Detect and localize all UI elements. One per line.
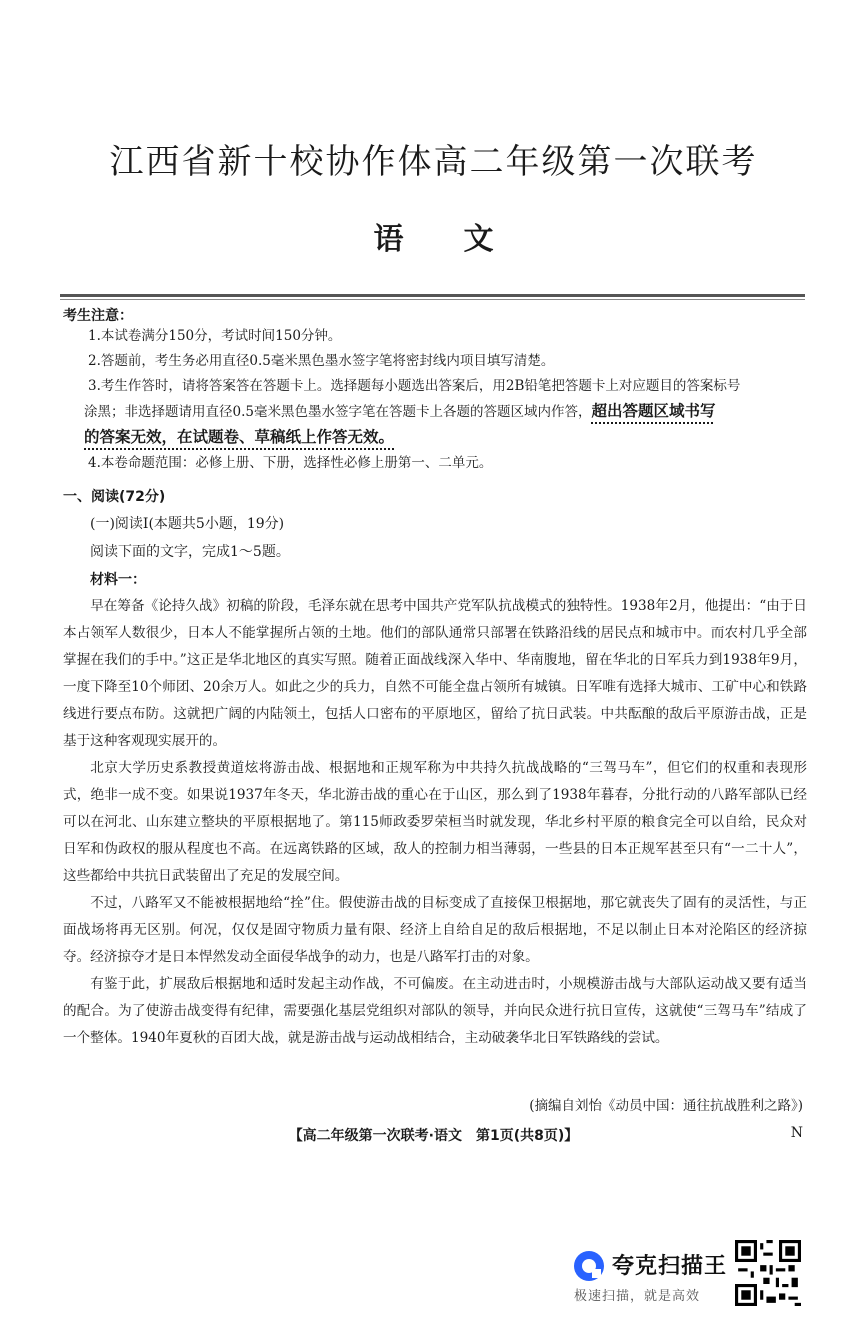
- quark-logo-icon: [572, 1249, 606, 1283]
- subject-title: 语文: [373, 222, 554, 257]
- footer-letter: N: [790, 1125, 803, 1141]
- notice-item: 4.本卷命题范围：必修上册、下册，选择性必修上册第一、二单元。: [88, 455, 493, 471]
- passage-paragraph: 北京大学历史系教授黄道炫将游击战、根据地和正规军称为中共持久抗战战略的“三驾马车”，但它们的权重和表现形式，绝非一成不变。如果说1937年冬天，华北游击战的重心在于山区，那么到了1938年暮春，分批行动的八路军部队已经可以在河北、山东建立整块的平原根据地了。第115师政委罗荣桓当时就发现，华北乡村平原的粮食完全可以自给，民众对日军和伪政权的服从程度也不高。在远离铁路的区域，敌人的控制力相当薄弱，一些县的日本正规军甚至只有“一二十人”，这些都给中共抗日武装留出了充足的发展空间。: [63, 760, 807, 884]
- passage-paragraph: 有鉴于此，扩展敌后根据地和适时发起主动作战，不可偏废。在主动进击时，小规模游击战与大部队运动战又要有适当的配合。为了使游击战变得有纪律，需要强化基层党组织对部队的领导，并向民众进行抗日宣传，这就使“三驾马车”结成了一个整体。1940年夏秋的百团大战，就是游击战与运动战相结合，主动破袭华北日军铁路线的尝试。: [63, 976, 807, 1046]
- scanner-watermark: [572, 1245, 732, 1305]
- notice-heading: 考生注意：: [63, 308, 133, 324]
- header-divider-thin: [60, 299, 805, 300]
- notice-item-continued: [84, 399, 808, 425]
- notice-item: 2.答题前，考生务必用直径0.5毫米黑色墨水签字笔将密封线内项目填写清楚。: [88, 353, 555, 369]
- page-footer: 【高二年级第一次联考·语文 第1页(共8页)】: [288, 1128, 579, 1144]
- notice-list: [84, 324, 808, 476]
- section-instruction: 阅读下面的文字，完成1～5题。: [90, 544, 290, 560]
- notice-item-text: 涂黑；非选择题请用直径0.5毫米黑色墨水签字笔在答题卡上各题的答题区域内作答，: [84, 404, 592, 420]
- section-subheading: (一)阅读Ⅰ(本题共5小题，19分): [90, 516, 285, 532]
- notice-item: 3.考生作答时，请将答案答在答题卡上。选择题每小题选出答案后，用2B铅笔把答题卡上对应题目的答案标号: [88, 378, 741, 394]
- passage-source: (摘编自刘怡《动员中国：通往抗战胜利之路》): [529, 1098, 803, 1114]
- reading-passage: [63, 593, 807, 1052]
- section-heading: 一、阅读(72分): [63, 489, 166, 505]
- header-divider-thick: [60, 294, 805, 297]
- qr-code-icon: [735, 1240, 801, 1306]
- watermark-slogan: 极速扫描，就是高效: [574, 1289, 701, 1304]
- passage-paragraph: 不过，八路军又不能被根据地给“拴”住。假使游击战的目标变成了直接保卫根据地，那它就丧失了固有的灵活性，与正面战场将再无区别。何况，仅仅是固守物质力量有限、经济上自给自足的敌后根据地，不足以制止日本对沦陷区的经济掠夺。经济掠夺才是日本悍然发动全面侵华战争的动力，也是八路军打击的对象。: [63, 895, 807, 965]
- watermark-name: 夸克扫描王: [612, 1254, 728, 1279]
- notice-item-continued: [84, 425, 808, 451]
- material-label: 材料一：: [90, 572, 146, 588]
- notice-emphasis: 的答案无效，在试题卷、草稿纸上作答无效。: [84, 428, 395, 446]
- passage-paragraph: 早在筹备《论持久战》初稿的阶段，毛泽东就在思考中国共产党军队抗战模式的独特性。1938年2月，他提出：“由于日本占领军人数很少，日本人不能掌握所占领的土地。他们的部队通常只部署在铁路沿线的居民点和城市中。而农村几乎全部掌握在我们的手中。”这正是华北地区的真实写照。随着正面战线深入华中、华南腹地，留在华北的日军兵力到1938年9月，一度下降至10个师团、20余万人。如此之少的兵力，自然不可能全盘占领所有城镇。日军唯有选择大城市、工矿中心和铁路线进行要点布防。这就把广阔的内陆领土，包括人口密布的平原地区，留给了抗日武装。中共酝酿的敌后平原游击战，正是基于这种客观现实展开的。: [63, 598, 807, 749]
- notice-item: 1.本试卷满分150分，考试时间150分钟。: [88, 328, 342, 344]
- notice-emphasis: 超出答题区域书写: [591, 402, 716, 420]
- exam-title: 江西省新十校协作体高二年级第一次联考: [109, 142, 758, 182]
